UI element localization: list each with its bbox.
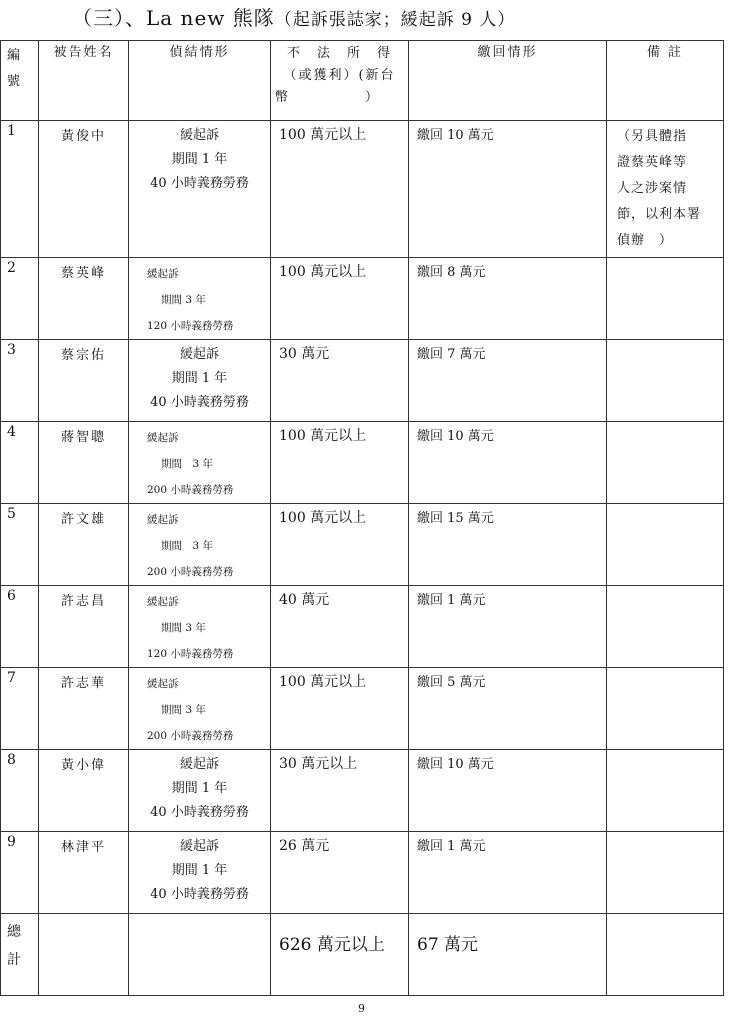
total-empty-disposition bbox=[129, 914, 271, 996]
section-title bbox=[72, 2, 515, 31]
disposition-line: 期間 1 年 bbox=[171, 152, 228, 167]
disposition-line: 期間 3 年 bbox=[161, 540, 214, 552]
disposition-line: 緩起訴 bbox=[147, 514, 179, 526]
returned-amount: 繳回 8 萬元 bbox=[409, 258, 607, 340]
row-number: 7 bbox=[1, 668, 39, 750]
page-number: 9 bbox=[358, 1002, 365, 1015]
disposition-line: 緩起訴 bbox=[147, 596, 179, 608]
row-number: 5 bbox=[1, 504, 39, 586]
row-number: 6 bbox=[1, 586, 39, 668]
disposition-line: 緩起訴 bbox=[147, 432, 179, 444]
row-number: 2 bbox=[1, 258, 39, 340]
defendant-name: 許志華 bbox=[39, 668, 129, 750]
row-number: 8 bbox=[1, 750, 39, 832]
disposition-line: 緩起訴 bbox=[147, 268, 179, 280]
disposition-line: 200 小時義務勞務 bbox=[147, 730, 234, 742]
remarks-cell bbox=[607, 668, 724, 750]
illegal-gain-amount: 40 萬元 bbox=[271, 586, 409, 668]
row-number: 1 bbox=[1, 121, 39, 258]
total-empty-name bbox=[39, 914, 129, 996]
disposition-cell bbox=[129, 832, 271, 914]
disposition-cell bbox=[129, 750, 271, 832]
remarks-line: （另具體指 bbox=[617, 129, 688, 144]
row-number: 3 bbox=[1, 340, 39, 422]
table-row bbox=[1, 422, 724, 504]
disposition-line: 40 小時義務勞務 bbox=[150, 805, 249, 820]
disposition-line: 200 小時義務勞務 bbox=[147, 484, 234, 496]
table-header-row bbox=[1, 41, 724, 121]
illegal-gain-amount: 100 萬元以上 bbox=[271, 668, 409, 750]
disposition-line: 緩起訴 bbox=[179, 347, 219, 362]
table-row bbox=[1, 668, 724, 750]
returned-amount: 繳回 1 萬元 bbox=[409, 586, 607, 668]
disposition-line: 期間 1 年 bbox=[171, 781, 228, 796]
disposition-cell bbox=[129, 258, 271, 340]
header-no: 編 號 bbox=[1, 41, 39, 121]
total-returned: 67 萬元 bbox=[409, 914, 607, 996]
disposition-line: 期間 3 年 bbox=[161, 294, 206, 306]
disposition-cell bbox=[129, 504, 271, 586]
disposition-line: 期間 3 年 bbox=[161, 704, 206, 716]
defendant-name: 蔡英峰 bbox=[39, 258, 129, 340]
table-row bbox=[1, 750, 724, 832]
illegal-gain-amount: 100 萬元以上 bbox=[271, 422, 409, 504]
defendant-name: 黃小偉 bbox=[39, 750, 129, 832]
row-number: 4 bbox=[1, 422, 39, 504]
returned-amount: 繳回 10 萬元 bbox=[409, 422, 607, 504]
disposition-cell bbox=[129, 422, 271, 504]
table-row bbox=[1, 340, 724, 422]
table-row bbox=[1, 586, 724, 668]
returned-amount: 繳回 7 萬元 bbox=[409, 340, 607, 422]
disposition-line: 期間 3 年 bbox=[161, 458, 214, 470]
disposition-line: 緩起訴 bbox=[179, 128, 219, 143]
disposition-line: 期間 3 年 bbox=[161, 622, 206, 634]
remarks-cell bbox=[607, 340, 724, 422]
returned-amount: 繳回 5 萬元 bbox=[409, 668, 607, 750]
disposition-line: 200 小時義務勞務 bbox=[147, 566, 234, 578]
returned-amount: 繳回 10 萬元 bbox=[409, 750, 607, 832]
remarks-cell bbox=[607, 504, 724, 586]
total-label: 總 計 bbox=[1, 914, 39, 996]
disposition-line: 40 小時義務勞務 bbox=[150, 176, 249, 191]
disposition-line: 期間 1 年 bbox=[171, 371, 228, 386]
header-returned: 繳回情形 bbox=[409, 41, 607, 121]
disposition-cell bbox=[129, 340, 271, 422]
disposition-line: 緩起訴 bbox=[147, 678, 179, 690]
illegal-gain-amount: 100 萬元以上 bbox=[271, 258, 409, 340]
defendant-name: 林津平 bbox=[39, 832, 129, 914]
remarks-cell bbox=[607, 750, 724, 832]
section-title-sub: （起訴張誌家；緩起訴 9 人） bbox=[274, 10, 516, 30]
remarks-line: 人之涉案情 bbox=[617, 181, 688, 196]
header-defendant: 被告姓名 bbox=[39, 41, 129, 121]
illegal-gain-amount: 30 萬元 bbox=[271, 340, 409, 422]
header-disposition: 偵結情形 bbox=[129, 41, 271, 121]
table-row bbox=[1, 504, 724, 586]
disposition-line: 期間 1 年 bbox=[171, 863, 228, 878]
remarks-cell bbox=[607, 121, 724, 258]
defendant-name: 黃俊中 bbox=[39, 121, 129, 258]
total-empty-remarks bbox=[607, 914, 724, 996]
defendants-table bbox=[0, 40, 724, 996]
disposition-cell bbox=[129, 586, 271, 668]
remarks-line: 證蔡英峰等 bbox=[617, 155, 688, 170]
disposition-line: 120 小時義務勞務 bbox=[147, 320, 234, 332]
disposition-line: 40 小時義務勞務 bbox=[150, 395, 249, 410]
defendant-name: 蔡宗佑 bbox=[39, 340, 129, 422]
section-title-main: （三）、La new 熊隊 bbox=[72, 6, 275, 30]
returned-amount: 繳回 15 萬元 bbox=[409, 504, 607, 586]
remarks-line: 偵辦 ） bbox=[617, 233, 674, 248]
table-row bbox=[1, 121, 724, 258]
disposition-cell bbox=[129, 121, 271, 258]
disposition-cell bbox=[129, 668, 271, 750]
table-row bbox=[1, 832, 724, 914]
remarks-line: 節，以利本署 bbox=[617, 207, 702, 222]
defendant-name: 許文雄 bbox=[39, 504, 129, 586]
header-illegal-gain: 不 法 所 得 （或獲利）(新台 幣 ） bbox=[271, 41, 409, 121]
header-remarks: 備 註 bbox=[607, 41, 724, 121]
table-row bbox=[1, 258, 724, 340]
returned-amount: 繳回 1 萬元 bbox=[409, 832, 607, 914]
illegal-gain-amount: 26 萬元 bbox=[271, 832, 409, 914]
defendant-name: 蔣智聰 bbox=[39, 422, 129, 504]
disposition-line: 緩起訴 bbox=[179, 757, 219, 772]
remarks-cell bbox=[607, 832, 724, 914]
returned-amount: 繳回 10 萬元 bbox=[409, 121, 607, 258]
remarks-cell bbox=[607, 422, 724, 504]
total-row bbox=[1, 914, 724, 996]
illegal-gain-amount: 100 萬元以上 bbox=[271, 121, 409, 258]
remarks-cell bbox=[607, 586, 724, 668]
illegal-gain-amount: 30 萬元以上 bbox=[271, 750, 409, 832]
disposition-line: 40 小時義務勞務 bbox=[150, 887, 249, 902]
row-number: 9 bbox=[1, 832, 39, 914]
disposition-line: 120 小時義務勞務 bbox=[147, 648, 234, 660]
disposition-line: 緩起訴 bbox=[179, 839, 219, 854]
total-amount: 626 萬元以上 bbox=[271, 914, 409, 996]
defendant-name: 許志昌 bbox=[39, 586, 129, 668]
illegal-gain-amount: 100 萬元以上 bbox=[271, 504, 409, 586]
remarks-cell bbox=[607, 258, 724, 340]
